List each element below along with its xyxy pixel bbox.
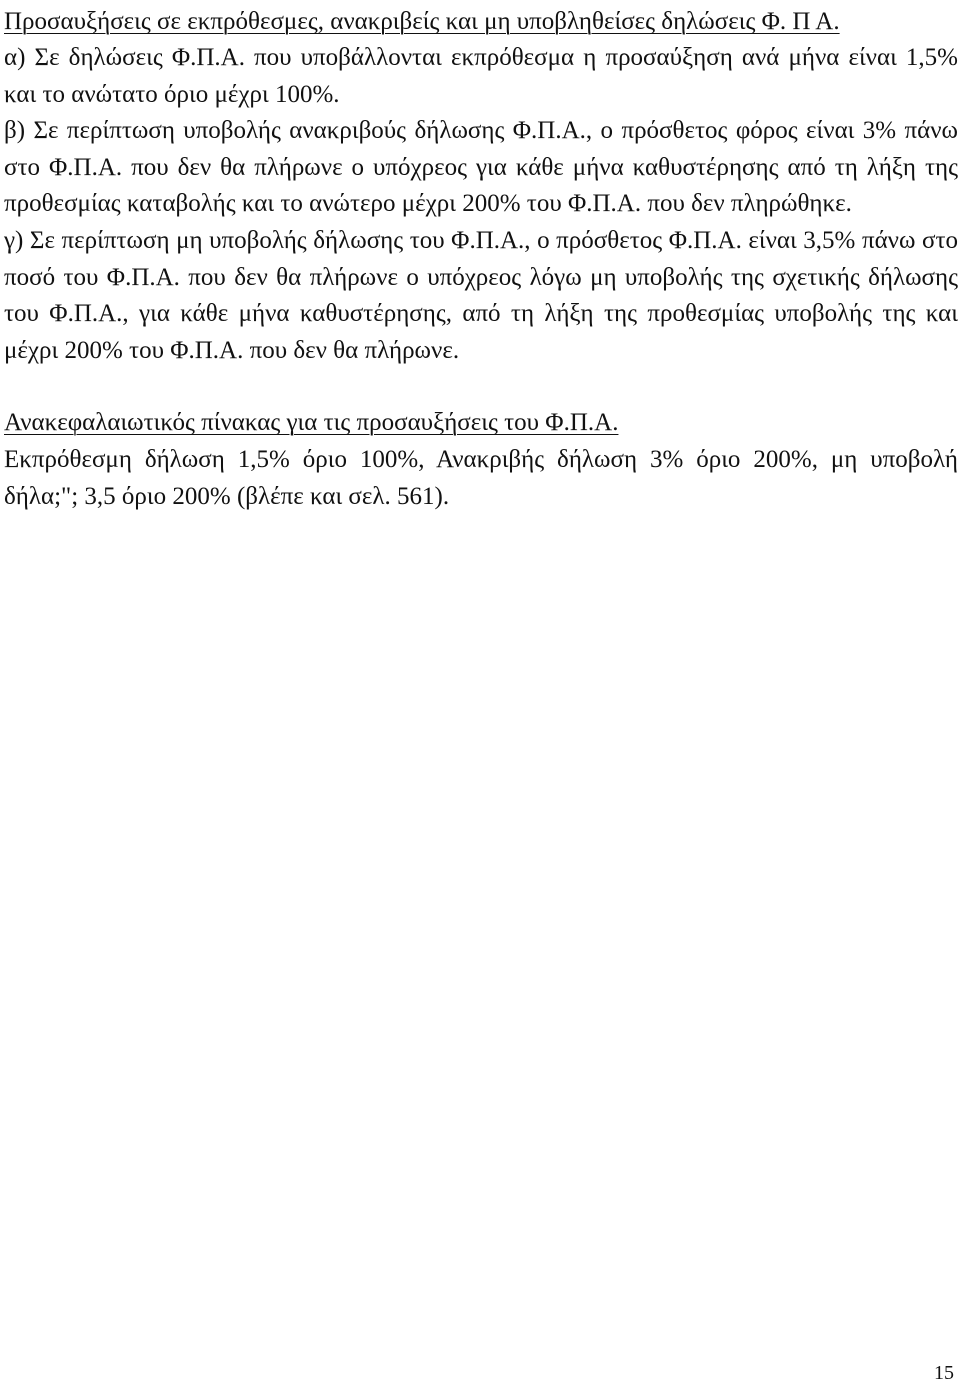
document-page bbox=[4, 4, 958, 515]
page-number: 15 bbox=[934, 1362, 954, 1384]
document-title: Προσαυξήσεις σε εκπρόθεσμες, ανακριβείς και μη υποβληθείσες δηλώσεις Φ. Π Α. bbox=[4, 8, 840, 35]
paragraph-a: α) Σε δηλώσεις Φ.Π.Α. που υποβάλλονται εκπρόθεσμα η προσαύξηση ανά μήνα είναι 1,5% και το ανώτατο όριο μέχρι 100%. bbox=[4, 44, 958, 108]
summary-section bbox=[4, 405, 958, 515]
summary-title: Ανακεφαλαιωτικός πίνακας για τις προσαυξήσεις του Φ.Π.Α. bbox=[4, 409, 619, 437]
summary-text: Εκπρόθεσμη δήλωση 1,5% όριο 100%, Ανακριβής δήλωση 3% όριο 200%, μη υποβολή δήλα;"; 3,5 όριο 200% (βλέπε και σελ. 561). bbox=[4, 445, 958, 510]
paragraph-c: γ) Σε περίπτωση μη υποβολής δήλωσης του Φ.Π.Α., ο πρόσθετος Φ.Π.Α. είναι 3,5% πάνω στο ποσό του Φ.Π.Α. που δεν θα πλήρωνε ο υπόχρεος λόγω μη υποβολής της σχετικής δήλωσης του Φ.Π.Α., για κάθε μήνα καθυστέρησης, από τη λήξη της προθεσμίας υποβολής της και μέχρι 200% του Φ.Π.Α. που δεν θα πλήρωνε. bbox=[4, 226, 958, 364]
paragraph-b: β) Σε περίπτωση υποβολής ανακριβούς δήλωσης Φ.Π.Α., ο πρόσθετος φόρος είναι 3% πάνω στο Φ.Π.Α. που δεν θα πλήρωνε ο υπόχρεος για κάθε μήνα καθυστέρησης από τη λήξη της προθεσμίας καταβολής και το ανώτερο μέχρι 200% του Φ.Π.Α. που δεν πληρώθηκε. bbox=[4, 117, 958, 218]
